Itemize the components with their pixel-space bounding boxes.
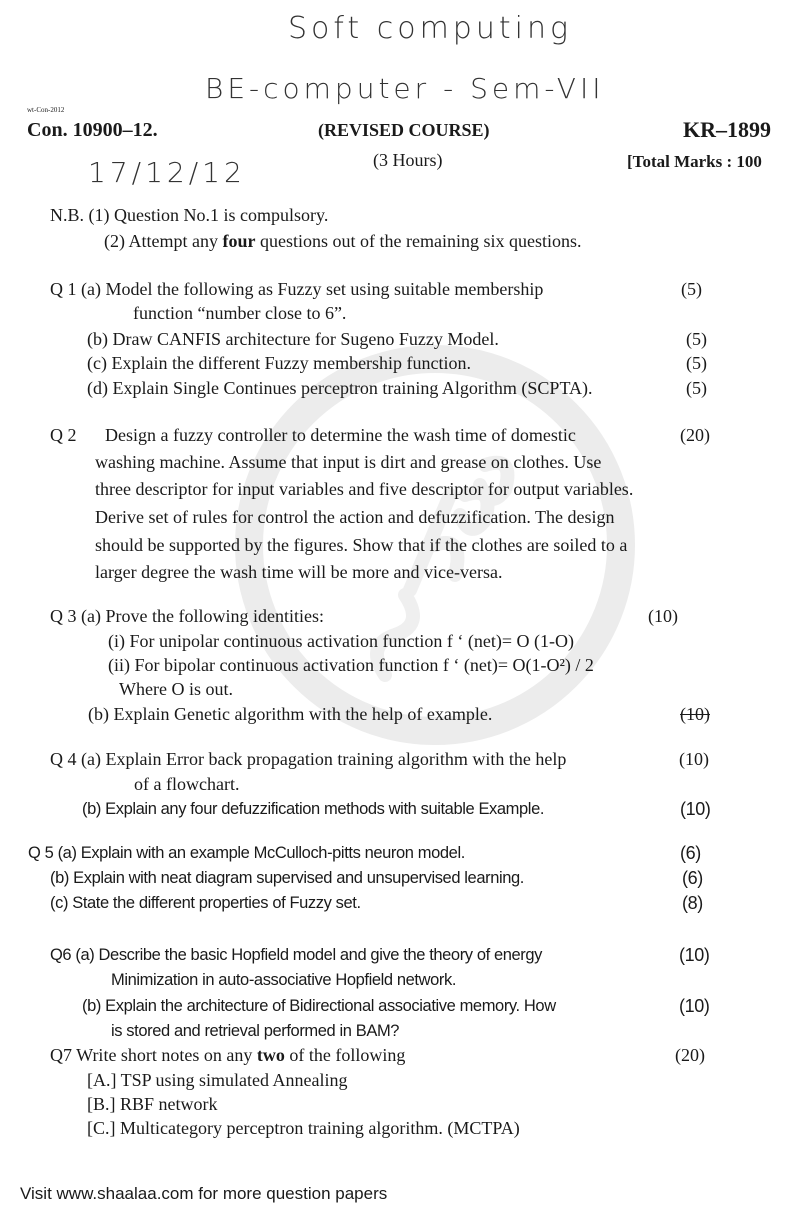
q6-b-line2: is stored and retrieval performed in BAM? xyxy=(111,1022,400,1040)
q2-line: larger degree the wash time will be more and vice-versa. xyxy=(95,562,503,582)
q1-b: (b) Draw CANFIS architecture for Sugeno Fuzzy Model. xyxy=(87,329,499,349)
course-type: (REVISED COURSE) xyxy=(318,120,490,140)
marks: (10) xyxy=(680,799,711,819)
q3-a: Q 3 (a) Prove the following identities: xyxy=(50,606,324,626)
q2-line: washing machine. Assume that input is dirt and grease on clothes. Use xyxy=(95,452,602,472)
q2-line: Derive set of rules for control the action and defuzzification. The design xyxy=(95,507,615,527)
marks: (5) xyxy=(686,329,707,349)
paper-code: KR–1899 xyxy=(683,117,771,142)
q2-line: should be supported by the figures. Show that if the clothes are soiled to a xyxy=(95,535,628,555)
q5-c: (c) State the different properties of Fuzzy set. xyxy=(50,894,361,912)
q7-b: [B.] RBF network xyxy=(87,1094,218,1114)
marks: (5) xyxy=(686,378,707,398)
marks: (10) xyxy=(680,704,710,724)
q2-line: Design a fuzzy controller to determine the wash time of domestic xyxy=(105,425,576,445)
code-small: wt-Con-2012 xyxy=(27,106,65,114)
handwritten-subject: Soft computing xyxy=(288,11,572,46)
q7-title xyxy=(50,1044,405,1066)
marks: (5) xyxy=(681,279,702,299)
handwritten-date: 17/12/12 xyxy=(88,156,246,189)
q1-d: (d) Explain Single Continues perceptron training Algorithm (SCPTA). xyxy=(87,378,593,398)
q5-b: (b) Explain with neat diagram supervised and unsupervised learning. xyxy=(50,869,524,887)
marks: (6) xyxy=(682,868,703,888)
q3-where: Where O is out. xyxy=(119,679,233,699)
marks: (10) xyxy=(648,606,678,626)
q1-a-line2: function “number close to 6”. xyxy=(133,303,347,323)
q7-a: [A.] TSP using simulated Annealing xyxy=(87,1070,348,1090)
q6-a-line1: Q6 (a) Describe the basic Hopfield model and give the theory of energy xyxy=(50,946,543,964)
duration: (3 Hours) xyxy=(373,150,443,170)
marks: (5) xyxy=(686,353,707,373)
q2-line: three descriptor for input variables and five descriptor for output variables. xyxy=(95,479,634,499)
nb-text: (2) Attempt any xyxy=(104,231,223,251)
nb-1: N.B. (1) Question No.1 is compulsory. xyxy=(50,205,329,225)
marks: (10) xyxy=(679,749,709,769)
q7-text: Q7 Write short notes on any xyxy=(50,1045,257,1065)
marks: (10) xyxy=(679,996,710,1016)
q1-a-line1: Q 1 (a) Model the following as Fuzzy set using suitable membership xyxy=(50,279,544,299)
q5-a: Q 5 (a) Explain with an example McCulloch-pitts neuron model. xyxy=(28,844,465,862)
q2-number: Q 2 xyxy=(50,425,77,445)
con-number: Con. 10900–12. xyxy=(27,119,158,141)
q6-a-line2: Minimization in auto-associative Hopfield network. xyxy=(111,971,456,989)
nb-2 xyxy=(104,230,581,252)
q3-a-ii: (ii) For bipolar continuous activation function f ‘ (net)= O(1-O²) / 2 xyxy=(108,655,594,675)
handwritten-course: BE-computer - Sem-VII xyxy=(205,72,605,105)
footer-link[interactable]: Visit www.shaalaa.com for more question papers xyxy=(20,1184,388,1203)
q7-c: [C.] Multicategory perceptron training algorithm. (MCTPA) xyxy=(87,1118,520,1138)
q7-bold: two xyxy=(256,1045,285,1065)
total-marks: [Total Marks : 100 xyxy=(627,152,762,171)
q4-a-line1: Q 4 (a) Explain Error back propagation training algorithm with the help xyxy=(50,749,567,769)
q1-c: (c) Explain the different Fuzzy membership function. xyxy=(87,353,472,373)
marks: (6) xyxy=(680,843,701,863)
marks: (20) xyxy=(680,425,710,445)
marks: (10) xyxy=(679,945,710,965)
q6-b-line1: (b) Explain the architecture of Bidirectional associative memory. How xyxy=(82,997,556,1015)
q3-a-i: (i) For unipolar continuous activation function f ‘ (net)= O (1-O) xyxy=(108,631,575,651)
marks: (8) xyxy=(682,893,703,913)
q4-b: (b) Explain any four defuzzification methods with suitable Example. xyxy=(82,800,545,818)
q3-b: (b) Explain Genetic algorithm with the help of example. xyxy=(88,704,493,724)
q7-text: of the following xyxy=(284,1045,406,1065)
q4-a-line2: of a flowchart. xyxy=(134,774,240,794)
marks: (20) xyxy=(675,1045,705,1065)
nb-text: questions out of the remaining six questions. xyxy=(255,231,582,251)
nb-bold: four xyxy=(222,231,256,251)
